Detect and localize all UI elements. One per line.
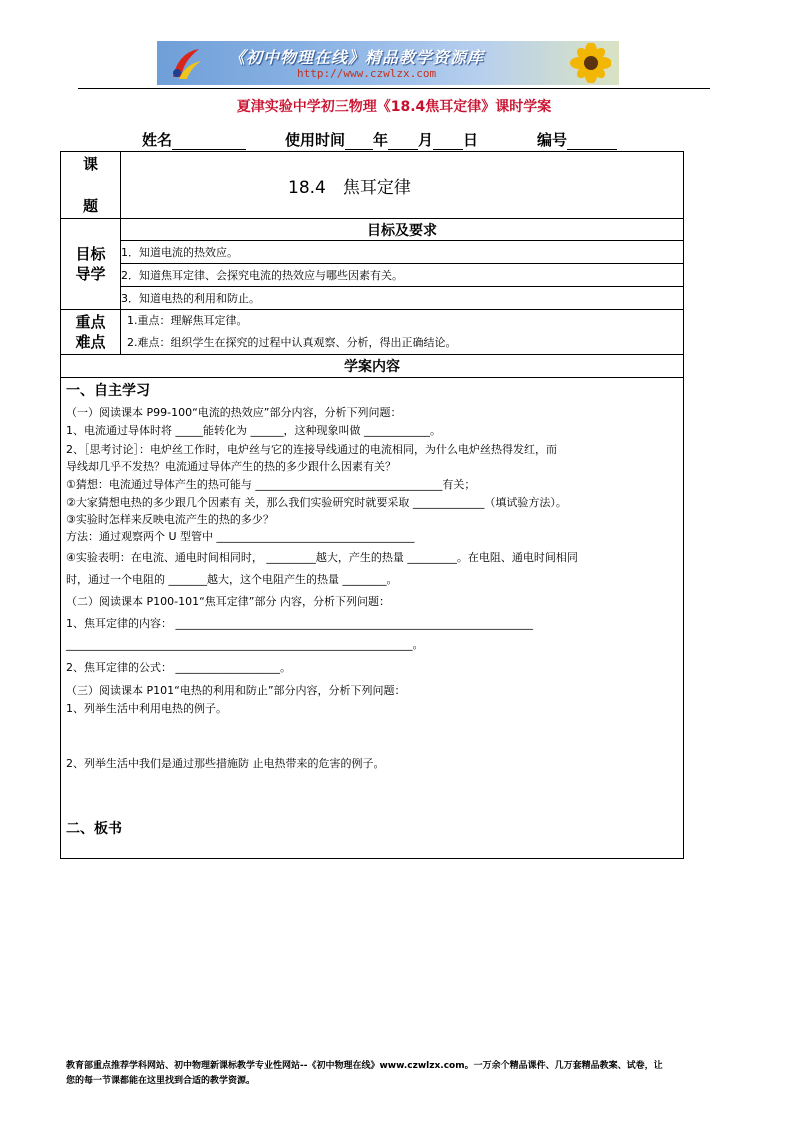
name-field[interactable]: 姓名 bbox=[142, 129, 246, 150]
goals-header: 目标及要求 bbox=[121, 219, 684, 241]
header-banner bbox=[157, 41, 619, 85]
banner-title: 《初中物理在线》精品教学资源库 bbox=[229, 48, 485, 67]
section-heading: 二、板书 bbox=[66, 821, 122, 837]
content-line: 1、焦耳定律的内容： _________________________________________________________________ bbox=[66, 617, 533, 630]
content-line: ②大家猜想电热的多少跟几个因素有 关，那么我们实验研究时就要采取 _____________（填试验方法）。 bbox=[66, 496, 567, 509]
content-area bbox=[61, 378, 684, 859]
content-line: 2、［思考讨论］：电炉丝工作时，电炉丝与它的连接导线通过的电流相同，为什么电炉丝热得发红，而 bbox=[66, 443, 557, 456]
key-points bbox=[121, 310, 684, 355]
content-header: 学案内容 bbox=[61, 355, 684, 378]
topic-title: 18.4 焦耳定律 bbox=[121, 152, 684, 219]
content-line: 方法：通过观察两个 U 型管中 ____________________________________ bbox=[66, 530, 415, 543]
goal-item: 1．知道电流的热效应。 bbox=[121, 241, 684, 264]
footer-note: 教育部重点推荐学科网站、初中物理新课标教学专业性网站--《初中物理在线》www.czwlzx.com。一万余个精品课件、几万套精品教案、试卷，让 您的每一节课都能在这里找到合适的教学资源。 bbox=[66, 1061, 663, 1086]
section-heading: 一、自主学习 bbox=[66, 383, 150, 399]
content-line: 2、焦耳定律的公式： ___________________。 bbox=[66, 661, 291, 674]
content-line: _______________________________________________________________。 bbox=[66, 638, 424, 651]
content-line: （二）阅读课本 P100-101“焦耳定律”部分 内容，分析下列问题： bbox=[66, 595, 390, 608]
key-point: 1.重点：理解焦耳定律。 bbox=[127, 314, 248, 327]
goals-label: 目标 导学 bbox=[61, 219, 121, 310]
content-line: 导线却几乎不发热？电流通过导体产生的热的多少跟什么因素有关？ bbox=[66, 460, 396, 473]
content-line: ①猜想：电流通过导体产生的热可能与 __________________________________有关； bbox=[66, 478, 476, 491]
topic-label: 课 题 bbox=[61, 152, 121, 219]
header-divider bbox=[78, 88, 710, 89]
content-line: 1、列举生活中利用电热的例子。 bbox=[66, 702, 227, 715]
goal-item: 3．知道电热的利用和防止。 bbox=[121, 287, 684, 310]
content-line: ③实验时怎样来反映电流产生的热的多少？ bbox=[66, 513, 274, 526]
document-title: 夏津实验中学初三物理《18.4焦耳定律》课时学案 bbox=[236, 99, 552, 115]
content-line: （三）阅读课本 P101“电热的利用和防止”部分内容，分析下列问题： bbox=[66, 684, 406, 697]
key-point: 2.难点：组织学生在探究的过程中认真观察、分析，得出正确结论。 bbox=[127, 336, 457, 349]
banner-url[interactable]: http://www.czwlzx.com bbox=[297, 67, 437, 80]
number-field[interactable]: 编号 bbox=[537, 129, 617, 150]
content-line: ④实验表明：在电流、通电时间相同时， _________越大，产生的热量 _________。在电阻、通电时间相同 bbox=[66, 551, 578, 564]
lesson-table bbox=[60, 151, 684, 859]
content-line: （一）阅读课本 P99-100“电流的热效应”部分内容，分析下列问题： bbox=[66, 406, 402, 419]
sunflower-icon bbox=[553, 43, 611, 83]
content-line: 1、电流通过导体时将 _____能转化为 ______，这种现象叫做 ____________。 bbox=[66, 424, 441, 437]
date-field[interactable]: 使用时间 年 月 日 bbox=[285, 131, 479, 149]
goal-item: 2．知道焦耳定律、会探究电流的热效应与哪些因素有关。 bbox=[121, 264, 684, 287]
content-line: 2、列举生活中我们是通过那些措施防 止电热带来的危害的例子。 bbox=[66, 757, 385, 770]
logo-icon bbox=[169, 47, 203, 81]
key-points-label: 重点 难点 bbox=[61, 310, 121, 355]
content-line: 时，通过一个电阻的 _______越大，这个电阻产生的热量 ________。 bbox=[66, 573, 398, 586]
